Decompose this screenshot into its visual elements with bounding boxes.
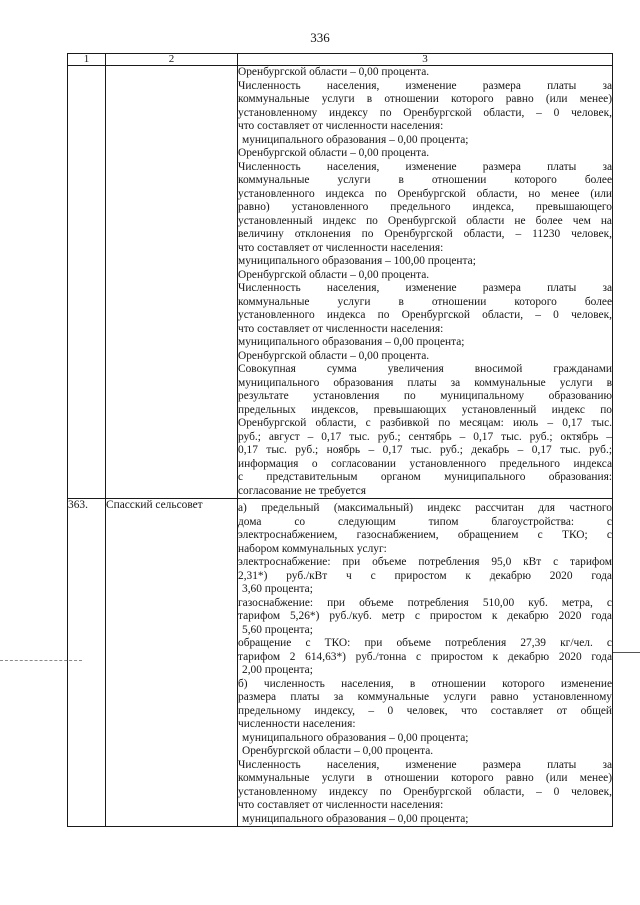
text-line: муниципального образования – 0,00 процента;	[238, 336, 465, 348]
header-col-1: 1	[68, 54, 106, 66]
text-line: Оренбургской области – 0,00 процента.	[238, 349, 430, 362]
text-line: коммунальные услуги в отношении которого равно (или менее)	[238, 93, 612, 105]
text-line: Оренбургской области – 0,00 процента.	[242, 745, 434, 757]
text-line: Численность населения, изменение размера платы за	[238, 282, 612, 294]
municipality-name: Спасский сельсовет	[106, 499, 238, 827]
indicator-text-cell	[238, 499, 613, 827]
row-number-cell	[68, 66, 106, 499]
text-line: б) численность населения, в отношении которого изменение	[238, 677, 612, 690]
text-line: тарифом 2 614,63*) руб./тонна с приростом к декабрю 2020 года	[238, 650, 612, 663]
text-line: муниципального образования – 0,00 процента;	[242, 812, 469, 825]
table-row	[68, 499, 613, 827]
text-line: коммунальные услуги в отношении которого равно (или менее)	[238, 772, 612, 784]
header-col-3: 3	[238, 54, 613, 66]
text-line: тарифом 5,26*) руб./куб. метр с приростом к декабрю 2020 года	[238, 610, 612, 622]
text-line: обращение с ТКО: при объеме потребления 27,39 кг/чел. с	[238, 637, 612, 649]
text-line: муниципального образования – 0,00 процента;	[242, 133, 469, 146]
text-line: газоснабжение: при объеме потребления 510,00 куб. метра, с	[238, 596, 612, 609]
text-line: коммунальные услуги в отношении которого более	[238, 295, 612, 308]
text-line: Оренбургской области – 0,00 процента.	[238, 268, 430, 281]
row-number-cell: 363.	[68, 499, 106, 827]
text-line: Совокупная сумма увеличения вносимой гражданами	[238, 363, 612, 375]
text-line: информация о согласовании установленного предельного индекса	[238, 457, 612, 470]
header-col-2: 2	[106, 54, 238, 66]
text-line: 0,17 тыс. руб.; ноябрь – 0,17 тыс. руб.; декабрь – 0,17 тыс. руб.;	[238, 444, 612, 456]
text-line: а) предельный (максимальный) индекс рассчитан для частного	[238, 502, 612, 514]
text-line: муниципального образования – 0,00 процента;	[242, 731, 469, 744]
document-table	[67, 53, 613, 827]
text-line: что составляет от численности населения:	[238, 322, 444, 335]
text-line: 5,60 процента;	[242, 623, 313, 636]
text-line: Оренбургской области – 0,00 процента.	[238, 66, 430, 78]
text-line: что составляет от численности населения:	[238, 799, 444, 811]
table-row	[68, 66, 613, 499]
text-line: согласование не требуется	[238, 484, 366, 497]
text-line: предельных индексов, превышающих установленный индекс по	[238, 403, 612, 416]
scan-cut-line	[0, 660, 82, 661]
text-line: коммунальные услуги в отношении которого более	[238, 174, 612, 186]
municipality-cell	[106, 66, 238, 499]
text-line: Численность населения, изменение размера платы за	[238, 160, 612, 173]
text-line: результате установления по муниципальному образованию	[238, 390, 612, 402]
text-line: предельному индексу, – 0 человек, что составляет от общей	[238, 704, 612, 717]
scan-cut-line-right	[613, 652, 640, 653]
text-line: 2,00 процента;	[242, 664, 313, 676]
text-line: набором коммунальных услуг:	[238, 542, 387, 555]
text-line: Численность населения, изменение размера платы за	[238, 758, 612, 771]
text-line: численности населения:	[238, 718, 356, 730]
text-line: размера платы за коммунальные услуги равно установленному	[238, 691, 612, 703]
text-line: электроснабжение: при объеме потребления 95,0 кВт с тарифом	[238, 556, 612, 568]
text-line: установленному индексу по Оренбургской области, – 0 человек,	[238, 106, 612, 119]
text-line: 2,31*) руб./кВт ч с приростом к декабрю 2020 года	[238, 569, 612, 582]
text-line: установленный индекс по Оренбургской области не более чем на	[238, 214, 612, 227]
text-line: муниципального образования платы за коммунальные услуги в	[238, 376, 612, 389]
text-line: Численность населения, изменение размера платы за	[238, 79, 612, 92]
page-number: 336	[310, 30, 330, 45]
text-line: что составляет от численности населения:	[238, 241, 444, 254]
text-line: дома со следующим типом благоустройства: с	[238, 515, 612, 528]
text-line: установленному индексу по Оренбургской области, – 0 человек,	[238, 785, 612, 798]
text-line: установленного индекса по Оренбургской области, – 0 человек,	[238, 309, 612, 321]
text-line: равно) установленного предельного индекса, превышающего	[238, 201, 612, 213]
table-header-row	[68, 54, 613, 66]
text-line: Оренбургской области, с разбивкой по месяцам: июль – 0,17 тыс.	[238, 417, 612, 429]
text-line: руб.; август – 0,17 тыс. руб.; сентябрь – 0,17 тыс. руб.; октябрь –	[238, 430, 612, 443]
text-line: установленного индекса по Оренбургской области, но менее (или	[238, 187, 612, 200]
text-line: электроснабжением, газоснабжением, обращением с ТКО; с	[238, 529, 612, 541]
text-line: величину отклонения по Оренбургской области, – 11230 человек,	[238, 228, 612, 240]
text-line: Оренбургской области – 0,00 процента.	[238, 147, 430, 159]
text-line: 3,60 процента;	[242, 583, 313, 595]
text-line: с представительным органом муниципального образования:	[238, 471, 612, 483]
text-line: что составляет от численности населения:	[238, 120, 444, 132]
text-line: муниципального образования – 100,00 процента;	[238, 255, 476, 267]
indicator-text-cell	[238, 66, 613, 499]
